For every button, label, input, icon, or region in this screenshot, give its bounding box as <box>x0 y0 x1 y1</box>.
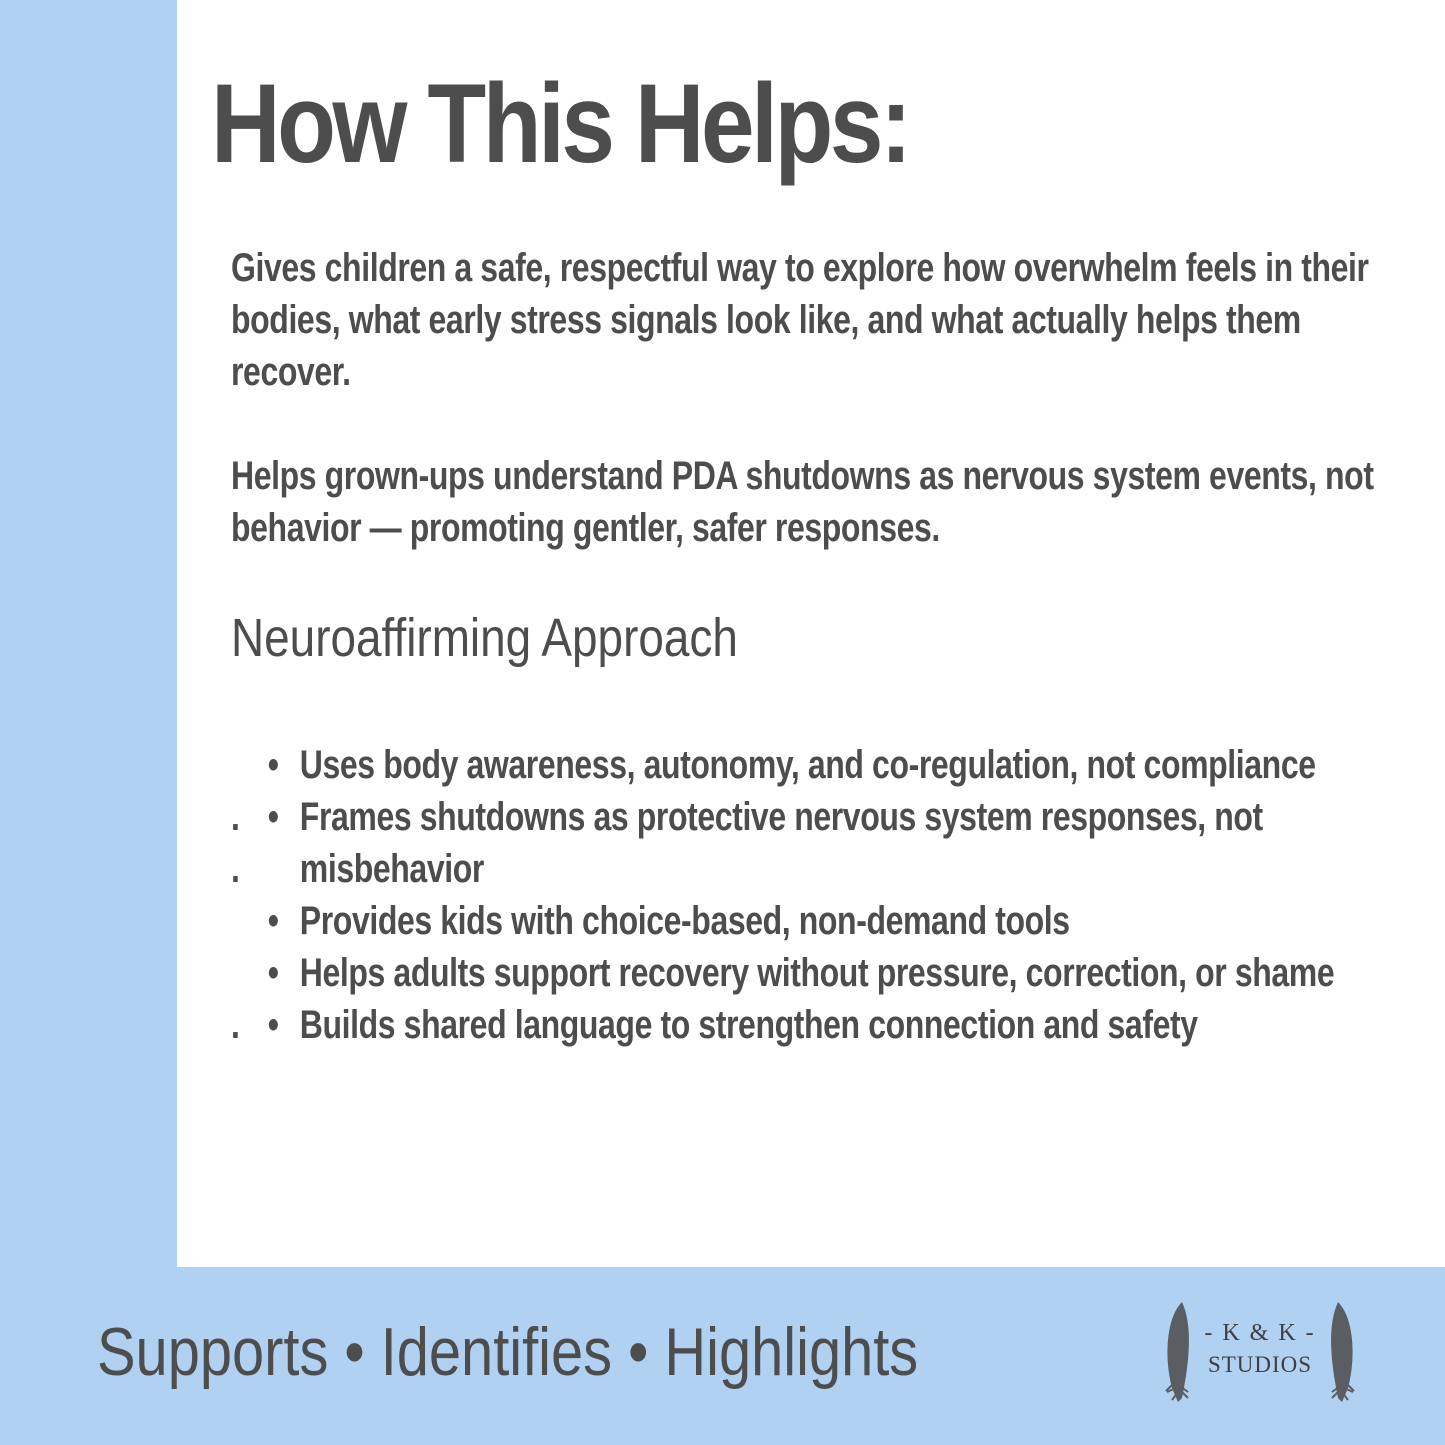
bullet-icon: • <box>267 743 279 787</box>
footer-tagline: Supports • Identifies • Highlights <box>97 1314 919 1390</box>
list-item-text: Uses body awareness, autonomy, and co-regulation, not compliance <box>299 743 1316 787</box>
bullet-icon: • <box>267 1003 279 1047</box>
studio-logo <box>1160 1298 1360 1410</box>
bullet-icon: • <box>267 795 279 839</box>
list-item <box>231 999 1383 1051</box>
bullet-icon: • <box>267 951 279 995</box>
approach-list <box>231 739 1383 1051</box>
list-item <box>231 895 1383 947</box>
list-item-text: Helps adults support recovery without pressure, correction, or shame <box>299 951 1335 995</box>
list-item <box>231 791 1383 895</box>
stray-dot: . <box>231 795 240 839</box>
logo-line-1: - K & K - <box>1204 1320 1316 1346</box>
logo-line-2: STUDIOS <box>1207 1352 1313 1377</box>
list-item-text: Builds shared language to strengthen connection and safety <box>299 1003 1198 1047</box>
list-item-text: Frames shutdowns as protective nervous system responses, not misbehavior <box>299 795 1263 891</box>
intro-paragraph-2: Helps grown-ups understand PDA shutdowns as nervous system events, not behavior — promoting gentler, safer responses. <box>231 454 1374 550</box>
list-item-text: Provides kids with choice-based, non-demand tools <box>299 899 1070 943</box>
stray-dot: . <box>231 1003 240 1047</box>
list-item <box>231 739 1383 839</box>
stray-dot: . <box>231 847 240 891</box>
page-title: How This Helps: <box>211 61 909 186</box>
bullet-icon: • <box>267 899 279 943</box>
intro-paragraph-1: Gives children a safe, respectful way to explore how overwhelm feels in their bodies, what early stress signals look like, and what actually helps them recover. <box>231 246 1369 394</box>
section-heading: Neuroaffirming Approach <box>231 608 738 668</box>
